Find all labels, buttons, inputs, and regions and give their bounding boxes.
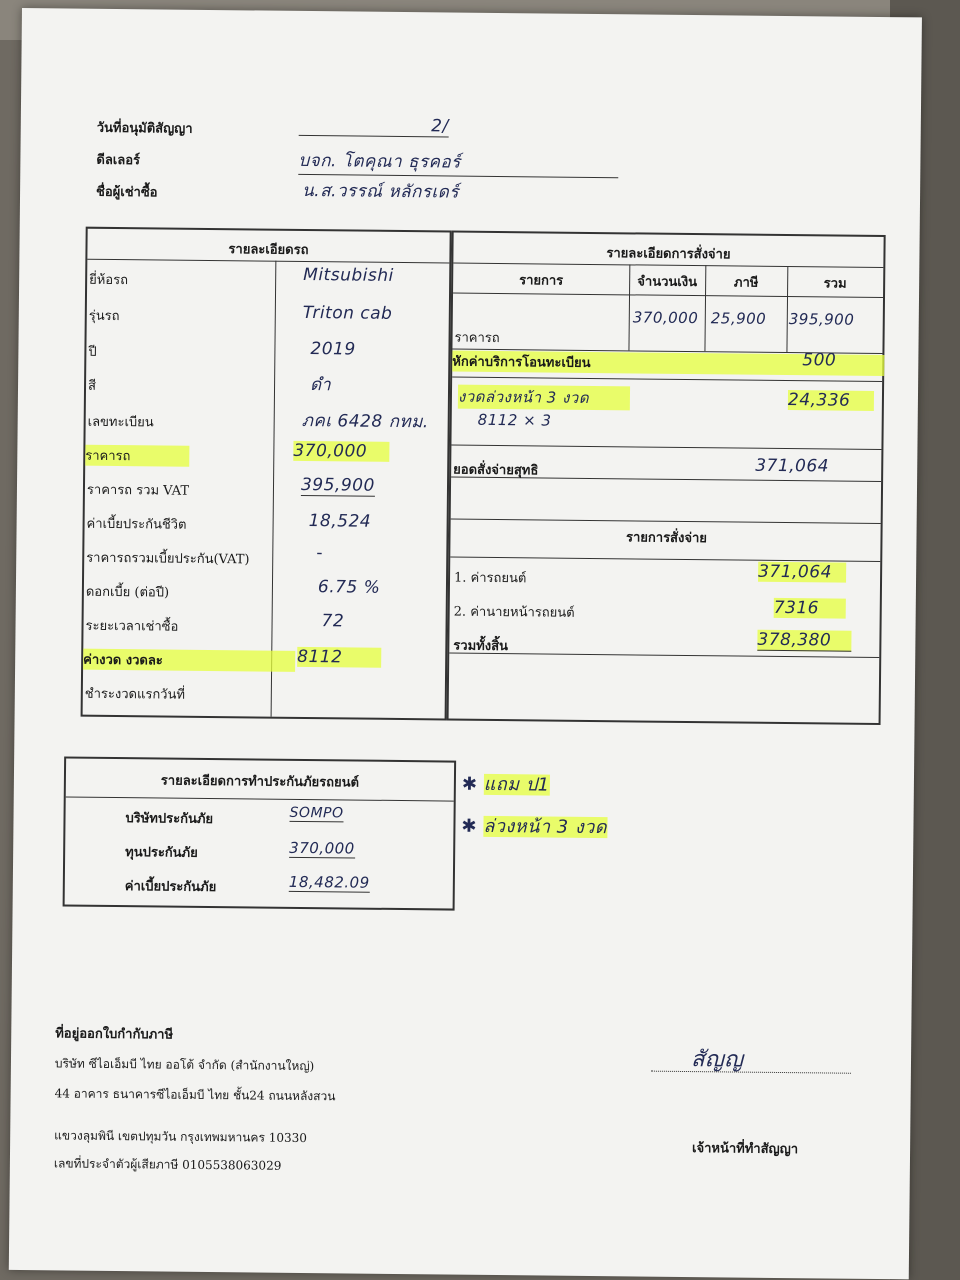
col-tax: ภาษี [733,275,759,291]
car-year-label: ปี [88,344,97,360]
interest-value: 6.75 % [317,577,381,598]
tax-address-line-4: เลขที่ประจำตัวผู้เสียภาษี 0105538063029 [53,1156,282,1173]
price-with-insurance-value: - [316,543,324,564]
car-price-label: ราคารถ [85,445,189,467]
insurance-box [63,756,457,910]
insurance-title: รายละเอียดการทำประกันภัยรถยนต์ [160,773,360,791]
tax-address-line-2: 44 อาคาร ธนาคารซีไอเอ็มบี ไทย ชั้น24 ถนนหลังสวน [54,1086,336,1104]
price-with-insurance-label: ราคารถรวมเบี้ยประกัน(VAT) [86,550,250,568]
sum-insured-label: ทุนประกันภัย [125,845,198,861]
car-price-vat-label: ราคารถ รวม VAT [86,482,190,499]
order-item-2-label: 2. ค่านายหน้ารถยนต์ [453,604,575,621]
premium-label: ค่าเบี้ยประกันภัย [124,879,217,896]
lease-term-value: 72 [321,611,345,632]
dealer-value: บจก. โตคุณา ธุรคอร์ [298,147,618,178]
net-value: 371,064 [755,455,830,477]
advance-total: 24,336 [788,390,874,411]
life-insurance-value: 18,524 [308,511,372,532]
tax-address-line-1: บริษัท ซีไอเอ็มบี ไทย ออโต้ จำกัด (สำนักงานใหญ่) [54,1056,315,1074]
tax-address-line-3: แขวงลุมพินี เขตปทุมวัน กรุงเทพมหานคร 10330 [54,1128,307,1146]
grand-total-label: รวมทั้งสิ้น [453,638,509,655]
col-total: รวม [823,276,847,292]
net-label: ยอดสั่งจ่ายสุทธิ [453,462,539,479]
dealer-label: ดีลเลอร์ [96,152,141,169]
contract-date-label: วันที่อนุมัติสัญญา [96,120,193,137]
officer-label: เจ้าหน้าที่ทำสัญญา [692,1141,799,1158]
lessee-label: ชื่อผู้เช่าซื้อ [95,184,158,201]
advance-note-1: งวดล่วงหน้า 3 งวด [458,385,630,411]
grand-total-value: 378,380 [757,630,851,652]
signature-line [651,1071,851,1074]
transfer-fee-label: หักค่าบริการโอนทะเบียน [452,354,591,371]
car-color-label: สี [87,378,97,394]
star-icon: ✱ [461,815,478,837]
installment-value: 8112 [297,647,381,668]
col-item: รายการ [519,273,564,289]
car-details-box [81,227,452,721]
car-details-title: รายละเอียดรถ [228,242,309,259]
car-color-value: ดำ [309,375,332,396]
car-model-value: Triton cab [302,302,393,324]
insurer-value: SOMPO [289,804,344,822]
pay-car-price-tax: 25,900 [710,309,767,328]
col-amount: จำนวนเงิน [637,274,698,291]
note-1: ✱ แถม ป1 [461,773,550,796]
tax-address-title: ที่อยู่ออกใบกำกับภาษี [55,1026,174,1043]
car-price-vat-value: 395,900 [300,474,375,496]
lessee-value: น.ส.วรรณ์ หลักรเดร์ [301,180,460,203]
lease-term-label: ระยะเวลาเช่าซื้อ [85,618,179,635]
first-payment-label: ชำระงวดแรกวันที่ [84,686,186,703]
sum-insured-value: 370,000 [289,838,355,858]
car-model-label: รุ่นรถ [88,308,120,325]
car-plate-value: ภคเ 6428 กทม. [301,410,429,433]
contract-form-paper [9,8,922,1279]
interest-label: ดอกเบี้ย (ต่อปี) [85,584,170,601]
car-brand-value: Mitsubishi [303,264,394,286]
order-item-1-value: 371,064 [758,562,846,583]
order-item-2-value: 7316 [774,598,846,619]
order-item-1-label: 1. ค่ารถยนต์ [453,570,527,587]
transfer-fee-total: 500 [802,350,837,371]
contract-date-value: 2/ [299,115,449,138]
order-title: รายการสั่งจ่าย [625,530,707,547]
car-brand-label: ยี่ห้อรถ [89,272,129,289]
star-icon: ✱ [461,773,478,795]
signature: สัญญ [690,1047,744,1073]
life-insurance-label: ค่าเบี้ยประกันชีวิต [86,516,187,533]
pay-car-price-label: ราคารถ [454,330,500,347]
note-2: ✱ ล่วงหน้า 3 งวด [461,815,608,839]
pay-car-price-amount: 370,000 [632,308,699,328]
car-plate-label: เลขทะเบียน [87,414,154,431]
insurer-label: บริษัทประกันภัย [125,811,214,828]
advance-note-2: 8112 × 3 [477,410,552,430]
car-price-value: 370,000 [293,441,389,462]
premium-value: 18,482.09 [288,872,370,892]
installment-label: ค่างวด งวดละ [83,649,295,672]
car-year-value: 2019 [310,339,356,360]
payment-details-title: รายละเอียดการสั่งจ่าย [606,246,731,263]
pay-car-price-total: 395,900 [788,310,855,329]
